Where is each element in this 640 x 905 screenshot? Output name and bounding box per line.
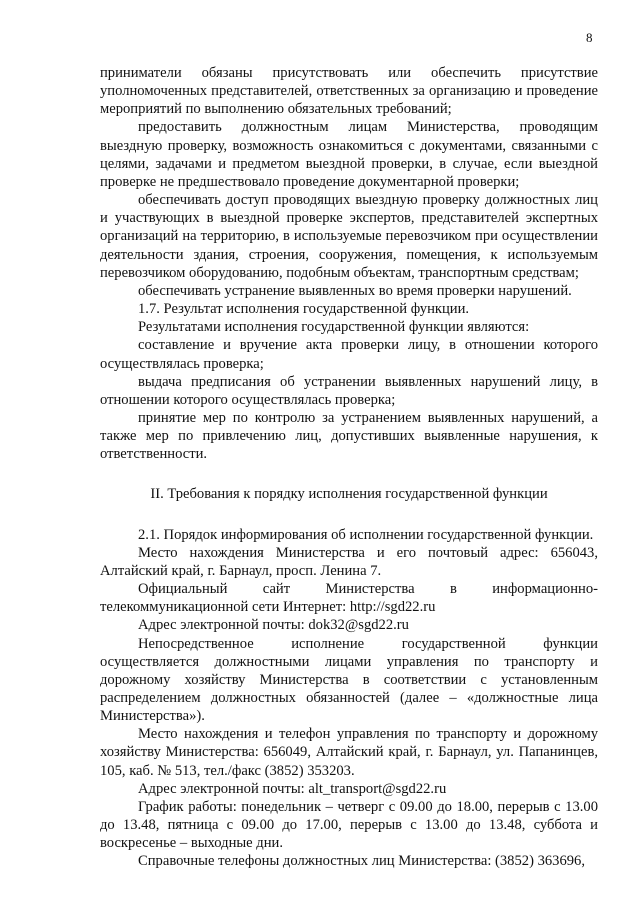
paragraph: обеспечивать доступ проводящих выездную проверку должностных лиц и участвующих в выездной проверке экспертов, представителей экспертных организаций на территорию, в используемые перевозчиком при осуществлении деятельности здания, строения, сооружения, помещения, к используемым перевозчиком оборудованию, подобным объектам, транспортным средствам; xyxy=(100,192,598,281)
paragraph: Место нахождения Министерства и его почтовый адрес: 656043, Алтайский край, г. Барнаул, просп. Ленина 7. xyxy=(100,544,598,579)
paragraph: Адрес электронной почты: dok32@sgd22.ru xyxy=(138,617,409,634)
paragraph: принятие мер по контролю за устранением выявленных нарушений, а также мер по привлечению лиц, допустивших выявленные нарушения, к ответственности. xyxy=(100,409,598,463)
paragraph: Справочные телефоны должностных лиц Министерства: (3852) 363696, xyxy=(138,853,586,870)
paragraph: Официальный сайт Министерства в информационно-телекоммуникационной сети Интернет: http://sgd22.ru xyxy=(100,581,598,616)
subsection-title: 2.1. Порядок информирования об исполнении государственной функции. xyxy=(138,526,594,543)
page-number: 8 xyxy=(586,30,593,45)
paragraph: выдача предписания об устранении выявленных нарушений лицу, в отношении которого осуществлялась проверка; xyxy=(100,373,598,408)
paragraph: Место нахождения и телефон управления по транспорту и дорожному хозяйству Министерства: 656049, Алтайский край, г. Барнаул, ул. Папанинцев, 105, каб. № 513, тел./факс (3852) 353203. xyxy=(100,726,598,779)
document-body xyxy=(100,64,598,871)
paragraph: составление и вручение акта проверки лицу, в отношении которого осуществлялась проверка; xyxy=(100,337,598,372)
paragraph: Непосредственное исполнение государственной функции осуществляется должностными лицами управления по транспорту и дорожному хозяйству Министерства в соответствии с установленным распределением должностных обязанностей (далее – «должностные лица Министерства»). xyxy=(100,635,598,725)
section-heading: II. Требования к порядку исполнения государственной функции xyxy=(150,486,548,503)
paragraph: Результатами исполнения государственной функции являются: xyxy=(138,319,530,336)
paragraph: приниматели обязаны присутствовать или обеспечить присутствие уполномоченных представителей, ответственных за организацию и проведение мероприятий по выполнению обязательных требований; xyxy=(100,65,598,118)
paragraph: График работы: понедельник – четверг с 09.00 до 18.00, перерыв с 13.00 до 13.48, пятница с 09.00 до 17.00, перерыв с 13.00 до 13.48, суббота и воскресенье – выходные дни. xyxy=(100,798,598,852)
paragraph: Адрес электронной почты: alt_transport@sgd22.ru xyxy=(138,780,447,797)
subsection-title: 1.7. Результат исполнения государственной функции. xyxy=(138,301,470,318)
paragraph: предоставить должностным лицам Министерства, проводящим выездную проверку, возможность ознакомиться с документами, связанными с целями, задачами и предметом выездной проверки, в случае, если выездной проверке не предшествовало проведение документарной проверки; xyxy=(100,119,598,190)
paragraph: обеспечивать устранение выявленных во время проверки нарушений. xyxy=(138,282,572,299)
